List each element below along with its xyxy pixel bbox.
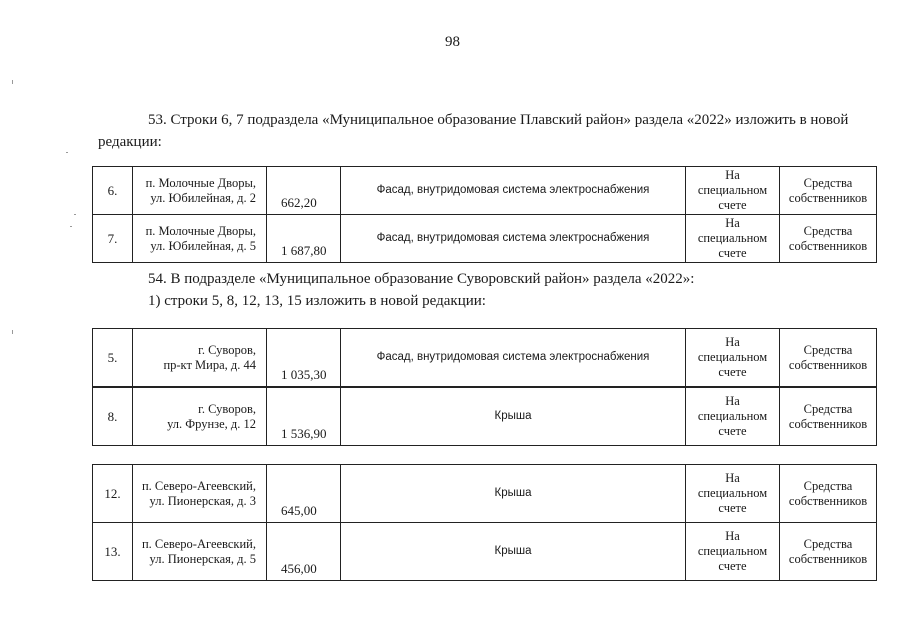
row-account: [686, 523, 780, 581]
row-number: 7.: [93, 215, 133, 263]
table-row: [93, 167, 877, 215]
row-source: Средства собственников: [780, 388, 877, 446]
row-amount: 1 035,30: [267, 329, 341, 387]
scan-speck: [74, 214, 76, 215]
table-section-54-row8: [92, 387, 877, 446]
row-number: 6.: [93, 167, 133, 215]
row-amount: 645,00: [267, 465, 341, 523]
table-row: [93, 329, 877, 387]
row-account: [686, 388, 780, 446]
row-source: Средства собственников: [780, 329, 877, 387]
page-number: 98: [445, 34, 460, 50]
row-number: 13.: [93, 523, 133, 581]
account-line1: На: [725, 394, 740, 408]
address-line1: г. Суворов,: [198, 342, 256, 357]
account-line3: счете: [718, 501, 747, 515]
section-53-line2: редакции:: [98, 134, 162, 150]
address-line2: пр-кт Мира, д. 44: [163, 357, 256, 372]
row-number: 8.: [93, 388, 133, 446]
row-source: Средства собственников: [780, 465, 877, 523]
row-account: [686, 329, 780, 387]
account-line2: специальном: [697, 409, 768, 423]
table-section-54-row5: [92, 328, 877, 387]
row-address: [133, 215, 267, 263]
account-line2: специальном: [697, 486, 768, 500]
row-amount: 1 687,80: [267, 215, 341, 263]
section-54-line2: 1) строки 5, 8, 12, 13, 15 изложить в новой редакции:: [148, 293, 486, 309]
table-row: [93, 215, 877, 263]
section-54-line1: 54. В подразделе «Муниципальное образование Суворовский район» раздела «2022»:: [148, 271, 695, 287]
address-line1: п. Северо-Агеевский,: [141, 478, 256, 493]
account-line3: счете: [718, 559, 747, 573]
address-line1: п. Молочные Дворы,: [145, 223, 256, 238]
row-work: Фасад, внутридомовая система электроснабжения: [341, 329, 686, 387]
row-address: [133, 167, 267, 215]
table-section-54-rows12-13: [92, 464, 877, 581]
row-number: 5.: [93, 329, 133, 387]
row-address: [133, 465, 267, 523]
row-work: Фасад, внутридомовая система электроснабжения: [341, 215, 686, 263]
section-53-text: [98, 109, 858, 153]
address-line2: ул. Пионерская, д. 5: [149, 551, 256, 566]
row-amount: 662,20: [267, 167, 341, 215]
section-53-line1: 53. Строки 6, 7 подраздела «Муниципальное образование Плавский район» раздела «2022» изложить в новой: [148, 112, 849, 128]
table-row: [93, 465, 877, 523]
row-account: На специальном счете: [686, 215, 780, 263]
account-line1: На: [725, 335, 740, 349]
account-line1: На: [725, 529, 740, 543]
account-line3: счете: [718, 365, 747, 379]
scan-speck: [66, 152, 68, 153]
scan-speck: [70, 226, 72, 227]
address-line1: г. Суворов,: [198, 401, 256, 416]
address-line2: ул. Юбилейная, д. 5: [150, 238, 256, 253]
row-source: Средства собственников: [780, 215, 877, 263]
row-work: Крыша: [341, 388, 686, 446]
account-line2: специальном: [697, 350, 768, 364]
address-line1: п. Молочные Дворы,: [145, 175, 256, 190]
row-amount: 1 536,90: [267, 388, 341, 446]
row-source: Средства собственников: [780, 523, 877, 581]
table-row: [93, 388, 877, 446]
table-section-53: [92, 166, 877, 263]
scan-speck: [12, 330, 13, 334]
scan-speck: [12, 80, 13, 84]
address-line2: ул. Пионерская, д. 3: [149, 493, 256, 508]
address-line2: ул. Юбилейная, д. 2: [150, 190, 256, 205]
account-line1: На: [725, 471, 740, 485]
table-row: [93, 523, 877, 581]
row-address: [133, 329, 267, 387]
row-address: [133, 523, 267, 581]
row-work: Фасад, внутридомовая система электроснабжения: [341, 167, 686, 215]
row-account: [686, 465, 780, 523]
row-work: Крыша: [341, 465, 686, 523]
row-number: 12.: [93, 465, 133, 523]
row-source: Средства собственников: [780, 167, 877, 215]
row-address: [133, 388, 267, 446]
row-work: Крыша: [341, 523, 686, 581]
address-line1: п. Северо-Агеевский,: [141, 536, 256, 551]
address-line2: ул. Фрунзе, д. 12: [167, 416, 256, 431]
row-amount: 456,00: [267, 523, 341, 581]
row-account: На специальном счете: [686, 167, 780, 215]
account-line3: счете: [718, 424, 747, 438]
account-line2: специальном: [697, 544, 768, 558]
